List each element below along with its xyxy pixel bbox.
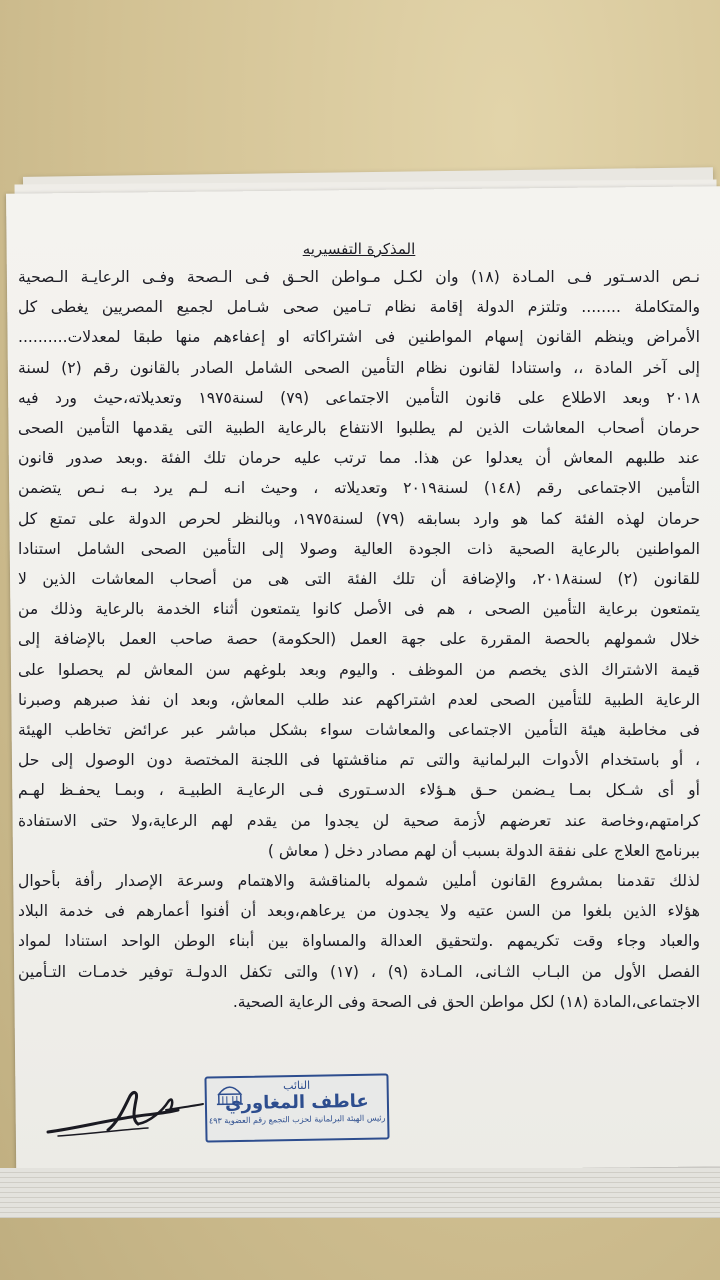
text-line: قيمة الاشتراك الذى يخصم من الموظف . واليوم وبعد بلوغهم سن المعاش لم يحصلوا على [18, 660, 700, 679]
official-stamp [204, 1073, 389, 1142]
text-line: والعباد وجاء وقت تكريمهم .ولتحقيق العدالة والمساواة بين أبناء الوطن الواحد استنادا لمواد [18, 932, 700, 951]
text-line: نـص الدسـتور فـى المـادة (١٨) وان لكـل مـواطن الحـق فـى الـصحة وفـى الرعايـة الـصحية [18, 268, 701, 286]
text-line: ، أو باستخدام الأدوات البرلمانية والتى تم مناقشتها فى اللجنة المختصة دون الوصول إلى حل [18, 751, 700, 770]
text-line: الرعاية الطبية للتأمين الصحى لعدم اشتراكهم عند طلب المعاش، وبعد ان نفذ صبرهم وصبرنا [18, 690, 700, 709]
stamp-role: النائب [283, 1078, 311, 1093]
paper-stack-edges [0, 1168, 720, 1218]
text-line: عند طلبهم المعاش أن يعدلوا عن هذا. مما ترتب عليه حرمان تلك الفئة .وبعد صدور قانون [18, 449, 700, 468]
text-line: فى مخاطبة هيئة التأمين الاجتماعى والمعاشات سواء بشكل مباشر عبر عرائض تخاطب الهيئة [18, 721, 700, 740]
text-line: والمتكاملة ........ وتلتزم الدولة إقامة نظام تـامين صحى شـامل لجميع المصريين يغطى كل [18, 298, 700, 317]
document-lines [18, 262, 700, 1017]
parliament-dome-icon [213, 1080, 247, 1109]
text-line: هؤلاء الذين بلغوا من السن عتيه ولا يجدون من يرعاهم،وبعد أن أفنوا أعمارهم فى خدمة البلاد [18, 902, 700, 921]
text-line: التأمين الاجتماعى رقم (١٤٨) لسنة٢٠١٩ وتعديلاته ، وحيث انـه لـم يرد بـه نـص يتضمن [18, 479, 700, 498]
text-line: الأمراض وينظم القانون إسهام المواطنين فى اشتراكاته او إعفاءهم منها طبقا لمعدلات.......... [18, 328, 700, 347]
text-line: ببرنامج العلاج على نفقة الدولة بسبب أن لهم مصادر دخل ( معاش ) [267, 841, 700, 860]
document-body [18, 240, 700, 1017]
text-line: للقانون (٢) لسنة٢٠١٨، والإضافة أن تلك الفئة التى هى من أصحاب المعاشات الذين لا [18, 570, 700, 589]
text-line: ٢٠١٨ وبعد الاطلاع على قانون التأمين الاجتماعى (٧٩) لسنة١٩٧٥ وتعديلاته،حيث ورد فيه [18, 388, 700, 407]
text-line: الفصل الأول من البـاب الثـانى، المـادة (٩) ، (١٧) والتى تكفل الدولـة توفير خدمـات التـأمين [18, 962, 700, 981]
stamp-details [207, 1112, 387, 1126]
text-line: كرامتهم،وخاصة عند تعرضهم لأزمة صحية لن يجدوا من يقدم لهم الرعاية،ولا حتى الاستفادة [18, 811, 700, 830]
text-line: إلى آخر المادة ،، واستنادا لقانون نظام التأمين الصحى الشامل الصادر بالقانون رقم (٢) لسنة [18, 358, 700, 377]
text-line: المواطنين بالرعاية الصحية ذات الجودة العالية وصولا إلى التأمين الصحى الشامل استنادا [18, 539, 700, 558]
text-line: الاجتماعى،المادة (١٨) لكل مواطن الحق فى الصحة وفى الرعاية الصحية. [232, 992, 700, 1011]
stamp-number-label: رقم العضوية [224, 1115, 267, 1126]
stamp-name: عاطف المغاوري [224, 1090, 369, 1115]
text-line: حرمان لهذه الفئة كما هو وارد بسابقه (٧٩) لسنة١٩٧٥، وبالنظر لحرص الدولة على تمتع كل [18, 509, 700, 528]
stamp-number: ٤٩٣ [208, 1116, 222, 1126]
text-line: لذلك تقدمنا بمشروع القانون أملين شموله بالمناقشة والاهتمام وسرعة الإصدار رأفة بأحوال [18, 872, 700, 891]
text-line: حرمان أصحاب المعاشات الذين لم يطلبوا الانتفاع بالرعاية الطبية التى يقدمها التأمين الصحى [18, 419, 700, 438]
text-line: أو أى شـكل بمـا يـضمن حـق هـؤلاء الدسـتورى فـى الرعايـة الطبيـة ، وبمـا يحفـظ لهـم [18, 781, 700, 800]
signature [38, 1080, 208, 1150]
text-line: خلال شمولهم بالحصة المقررة على جهة العمل (الحكومة) حصة صاحب العمل بالإضافة إلى [18, 630, 700, 649]
text-line: يتمتعون برعاية التأمين الصحى ، هم فى الأصل كانوا يتمتعون أثناء الخدمة بالرعاية وذلك من [18, 600, 700, 619]
stamp-committee: رئيس الهيئة البرلمانية لحزب التجمع [268, 1113, 386, 1125]
document-title: المذكرة التفسيريه [302, 240, 416, 258]
